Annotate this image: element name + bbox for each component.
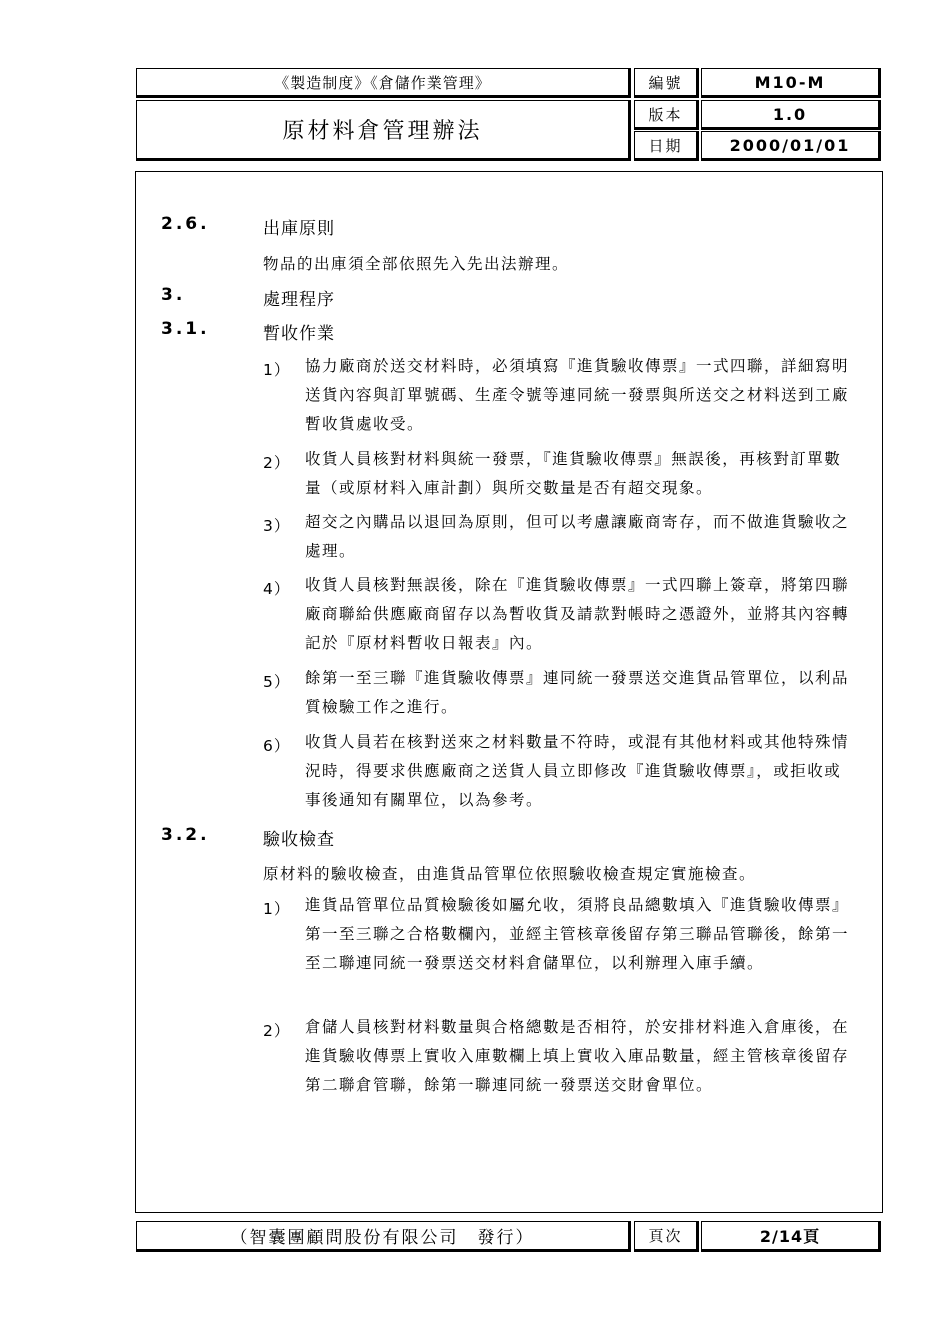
code-label: 編號	[634, 68, 699, 98]
section-number: 3.1.	[161, 319, 210, 339]
list-item-number: 1）	[263, 900, 291, 918]
document-title: 原材料倉管理辦法	[136, 100, 631, 161]
list-item-number: 1）	[263, 361, 291, 379]
section-title: 暫收作業	[263, 324, 335, 344]
page-label: 頁次	[634, 1221, 699, 1252]
list-item-number: 2）	[263, 1022, 291, 1040]
publisher-label: （智囊團顧問股份有限公司 發行）	[136, 1221, 631, 1252]
section-paragraph: 物品的出庫須全部依照先入先出法辦理。	[263, 255, 570, 273]
list-item-number: 6）	[263, 737, 291, 755]
section-paragraph: 原材料的驗收檢查，由進貨品管單位依照驗收檢查規定實施檢查。	[263, 865, 757, 883]
code-value: M10-M	[701, 68, 881, 98]
section-title: 出庫原則	[263, 219, 335, 239]
list-item-text: 餘第一至三聯『進貨驗收傳票』連同統一發票送交進貨品管單位，以利品質檢驗工作之進行。	[305, 669, 850, 716]
section-number: 2.6.	[161, 214, 210, 234]
page-number: 2/14頁	[701, 1221, 881, 1252]
list-item-text: 協力廠商於送交材料時，必須填寫『進貨驗收傳票』一式四聯，詳細寫明送貨內容與訂單號碼、生產令號等連同統一發票與所送交之材料送到工廠暫收貨處收受。	[305, 357, 850, 433]
list-item-number: 3）	[263, 517, 291, 535]
section-number: 3.2.	[161, 825, 210, 845]
section-title: 處理程序	[263, 290, 335, 310]
list-item-text: 超交之內購品以退回為原則，但可以考慮讓廠商寄存，而不做進貨驗收之處理。	[305, 513, 850, 560]
date-value: 2000/01/01	[701, 131, 881, 161]
list-item-text: 收貨人員核對無誤後，除在『進貨驗收傳票』一式四聯上簽章，將第四聯廠商聯給供應廠商留存以為暫收貨及請款對帳時之憑證外，並將其內容轉記於『原材料暫收日報表』內。	[305, 576, 850, 652]
list-item-number: 4）	[263, 580, 291, 598]
list-item-text: 收貨人員若在核對送來之材料數量不符時，或混有其他材料或其他特殊情況時，得要求供應廠商之送貨人員立即修改『進貨驗收傳票』，或拒收或事後通知有關單位，以為參考。	[305, 733, 850, 809]
section-title: 驗收檢查	[263, 830, 335, 850]
list-item-number: 2）	[263, 454, 291, 472]
list-item-text: 收貨人員核對材料與統一發票，『進貨驗收傳票』無誤後，再核對訂單數量（或原材料入庫計劃）與所交數量是否有超交現象。	[305, 450, 842, 497]
document-series: 《製造制度》《倉儲作業管理》	[136, 68, 631, 98]
list-item-number: 5）	[263, 673, 291, 691]
version-label: 版本	[634, 100, 699, 130]
date-label: 日期	[634, 131, 699, 161]
list-item-text: 倉儲人員核對材料數量與合格總數是否相符，於安排材料進入倉庫後，在進貨驗收傳票上實收入庫數欄上填上實收入庫品數量，經主管核章後留存第二聯倉管聯，餘第一聯連同統一發票送交財會單位。	[305, 1018, 850, 1094]
version-value: 1.0	[701, 100, 881, 130]
list-item-text: 進貨品管單位品質檢驗後如屬允收，須將良品總數填入『進貨驗收傳票』第一至三聯之合格數欄內，並經主管核章後留存第三聯品管聯後，餘第一至二聯連同統一發票送交材料倉儲單位，以利辦理入庫手續。	[305, 896, 850, 972]
section-number: 3.	[161, 285, 186, 305]
